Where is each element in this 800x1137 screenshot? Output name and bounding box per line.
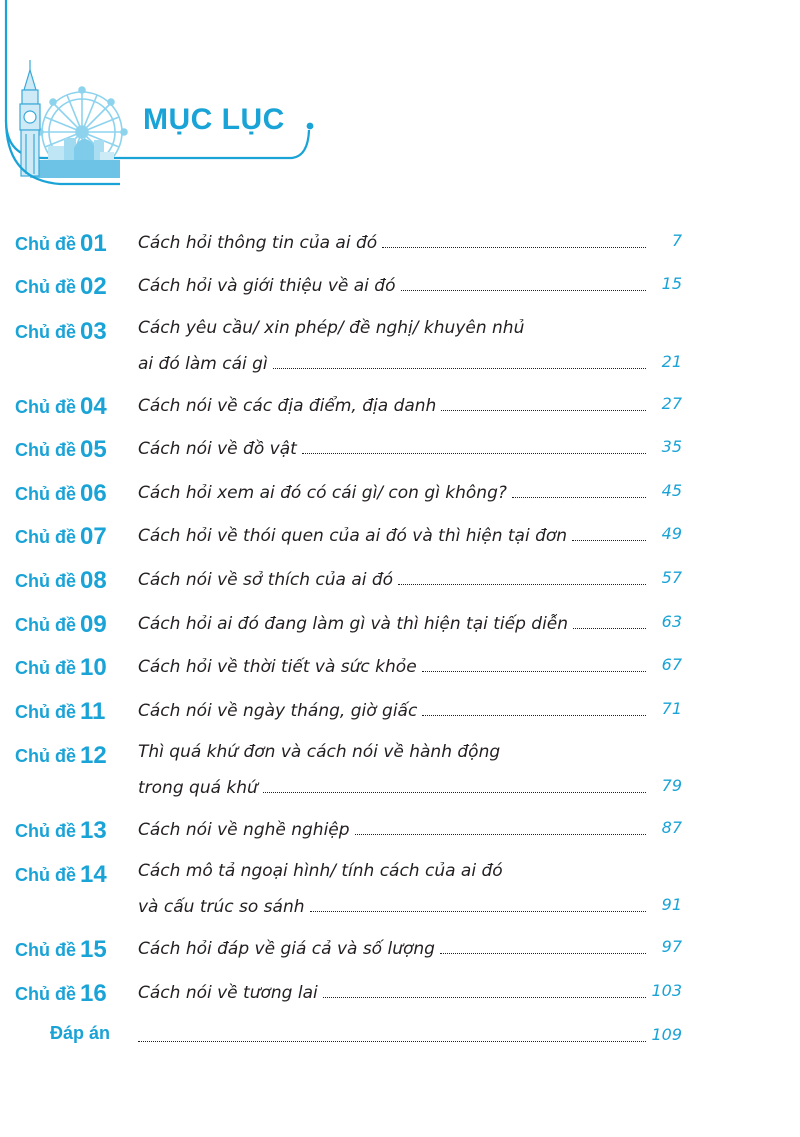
- topic-label: [15, 816, 107, 846]
- toc-entry[interactable]: [0, 693, 800, 723]
- topic-word: Chủ đề: [15, 397, 76, 417]
- toc-entry[interactable]: [0, 606, 800, 636]
- topic-label: [15, 392, 107, 422]
- topic-number: 09: [80, 611, 107, 638]
- dot-leader: [401, 289, 647, 291]
- page-number: 45: [661, 481, 682, 500]
- page-number: 57: [661, 568, 682, 587]
- dot-leader: [273, 367, 646, 369]
- topic-number: 15: [80, 936, 107, 963]
- page-number: 97: [661, 937, 682, 956]
- topic-word: Chủ đề: [15, 484, 76, 504]
- toc-entry-answers[interactable]: [0, 1019, 800, 1049]
- topic-title: Cách hỏi ai đó đang làm gì và thì hiện tại tiếp diễn: [138, 614, 569, 634]
- page-number: 87: [661, 818, 682, 837]
- topic-title-line: [138, 227, 646, 253]
- topic-word: Chủ đề: [15, 277, 76, 297]
- topic-number: 08: [80, 567, 107, 594]
- topic-title: Cách hỏi về thời tiết và sức khỏe: [138, 657, 417, 677]
- topic-title: Cách nói về đồ vật: [138, 439, 297, 459]
- topic-title-line: [138, 520, 646, 546]
- topic-word: Chủ đề: [15, 322, 76, 342]
- topic-number: 13: [80, 817, 107, 844]
- topic-number: 04: [80, 393, 107, 420]
- topic-label: [15, 435, 107, 465]
- topic-title-line: [138, 891, 646, 917]
- topic-title: Cách hỏi đáp về giá cả và số lượng: [138, 939, 435, 959]
- topic-number: 05: [80, 436, 107, 463]
- dot-leader: [138, 1040, 646, 1042]
- topic-label: [15, 317, 107, 347]
- page-number: 103: [651, 981, 682, 1000]
- topic-title-line: [138, 977, 646, 1003]
- topic-title-line: [138, 270, 646, 296]
- topic-title: Cách nói về sở thích của ai đó: [138, 570, 394, 590]
- topic-title-line: [138, 477, 646, 503]
- topic-word: Chủ đề: [15, 702, 76, 722]
- dot-leader: [310, 910, 647, 912]
- toc-entry[interactable]: [0, 931, 800, 961]
- page-number: 91: [661, 895, 682, 914]
- page-number: 67: [661, 655, 682, 674]
- topic-title: Cách hỏi và giới thiệu về ai đó: [138, 276, 396, 296]
- topic-title-line: [138, 695, 646, 721]
- page-number: 71: [661, 699, 682, 718]
- page-number: 49: [661, 524, 682, 543]
- answers-line: [138, 1021, 646, 1047]
- topic-number: 06: [80, 480, 107, 507]
- page-number: 35: [661, 437, 682, 456]
- page-number: 79: [661, 776, 682, 795]
- dot-leader: [398, 583, 646, 585]
- page-number: 27: [661, 394, 682, 413]
- toc-entry[interactable]: [0, 268, 800, 298]
- toc-entry[interactable]: [0, 562, 800, 592]
- topic-word: Chủ đề: [15, 746, 76, 766]
- toc-entry[interactable]: [0, 649, 800, 679]
- answers-label: Đáp án: [50, 1023, 111, 1043]
- dot-leader: [323, 996, 646, 998]
- dot-leader: [382, 246, 646, 248]
- topic-word: Chủ đề: [15, 658, 76, 678]
- page-number: 21: [661, 352, 682, 371]
- topic-label: [15, 522, 107, 552]
- topic-title: Cách mô tả ngoại hình/ tính cách của ai đó: [138, 861, 503, 881]
- topic-label: [15, 697, 105, 727]
- toc-entry[interactable]: [0, 737, 800, 800]
- topic-title: trong quá khứ: [138, 778, 258, 798]
- toc-entry[interactable]: [0, 225, 800, 255]
- toc-entry[interactable]: [0, 431, 800, 461]
- topic-title-line: [138, 348, 646, 374]
- page-number: 7: [671, 231, 682, 250]
- topic-number: 07: [80, 523, 107, 550]
- topic-word: Chủ đề: [15, 527, 76, 547]
- toc-entry[interactable]: [0, 856, 800, 919]
- dot-leader: [441, 409, 646, 411]
- topic-title: Cách nói về tương lai: [138, 983, 318, 1003]
- topic-title-line: [138, 772, 646, 798]
- topic-label: [15, 741, 107, 771]
- topic-label: [15, 479, 107, 509]
- topic-title: Cách nói về nghề nghiệp: [138, 820, 350, 840]
- topic-title: Cách hỏi xem ai đó có cái gì/ con gì không?: [138, 483, 507, 503]
- dot-leader: [512, 496, 646, 498]
- topic-label: [15, 860, 107, 890]
- dot-leader: [302, 452, 646, 454]
- topic-title-line: [138, 433, 646, 459]
- dot-leader: [440, 952, 646, 954]
- dot-leader: [422, 670, 646, 672]
- toc-entry[interactable]: [0, 313, 800, 376]
- topic-word: Chủ đề: [15, 865, 76, 885]
- topic-title: và cấu trúc so sánh: [138, 897, 305, 917]
- topic-number: 12: [80, 742, 107, 769]
- dot-leader: [573, 627, 646, 629]
- topic-title: Thì quá khứ đơn và cách nói về hành động: [138, 742, 501, 762]
- topic-number: 10: [80, 654, 107, 681]
- topic-word: Chủ đề: [15, 440, 76, 460]
- dot-leader: [422, 714, 646, 716]
- topic-word: Chủ đề: [15, 821, 76, 841]
- topic-title: ai đó làm cái gì: [138, 354, 268, 374]
- topic-number: 11: [80, 698, 106, 725]
- topic-word: Chủ đề: [15, 940, 76, 960]
- page-number: 15: [661, 274, 682, 293]
- topic-label: [15, 979, 107, 1009]
- page-number: 63: [661, 612, 682, 631]
- topic-label: [15, 935, 107, 965]
- dot-leader: [572, 539, 646, 541]
- topic-number: 01: [80, 230, 107, 257]
- answers-page-number: 109: [651, 1025, 682, 1044]
- toc-entry[interactable]: [0, 475, 800, 505]
- toc-entry[interactable]: [0, 518, 800, 548]
- topic-title-line: [138, 814, 646, 840]
- topic-number: 16: [80, 980, 107, 1007]
- topic-title: Cách hỏi thông tin của ai đó: [138, 233, 378, 253]
- topic-title-line: [138, 390, 646, 416]
- topic-number: 02: [80, 273, 107, 300]
- topic-label: [15, 566, 107, 596]
- topic-title: Cách nói về các địa điểm, địa danh: [138, 396, 437, 416]
- topic-title: Cách yêu cầu/ xin phép/ đề nghị/ khuyên nhủ: [138, 318, 525, 338]
- topic-label: [15, 610, 107, 640]
- toc-entry[interactable]: [0, 975, 800, 1005]
- topic-label: [15, 653, 107, 683]
- topic-title-line: [138, 651, 646, 677]
- toc-entry[interactable]: [0, 388, 800, 418]
- topic-title: Cách hỏi về thói quen của ai đó và thì hiện tại đơn: [138, 526, 568, 546]
- page-title: MỤC LỤC: [143, 103, 285, 136]
- topic-label: [15, 272, 107, 302]
- topic-number: 14: [80, 861, 107, 888]
- topic-word: Chủ đề: [15, 571, 76, 591]
- topic-title-line: [138, 564, 646, 590]
- topic-title: Cách nói về ngày tháng, giờ giấc: [138, 701, 418, 721]
- topic-title-line: [138, 608, 646, 634]
- topic-number: 03: [80, 318, 107, 345]
- dot-leader: [263, 791, 646, 793]
- topic-word: Chủ đề: [15, 615, 76, 635]
- topic-label: [15, 229, 107, 259]
- topic-title-line: [138, 933, 646, 959]
- dot-leader: [355, 833, 646, 835]
- topic-word: Chủ đề: [15, 234, 76, 254]
- toc-entry[interactable]: [0, 812, 800, 842]
- topic-word: Chủ đề: [15, 984, 76, 1004]
